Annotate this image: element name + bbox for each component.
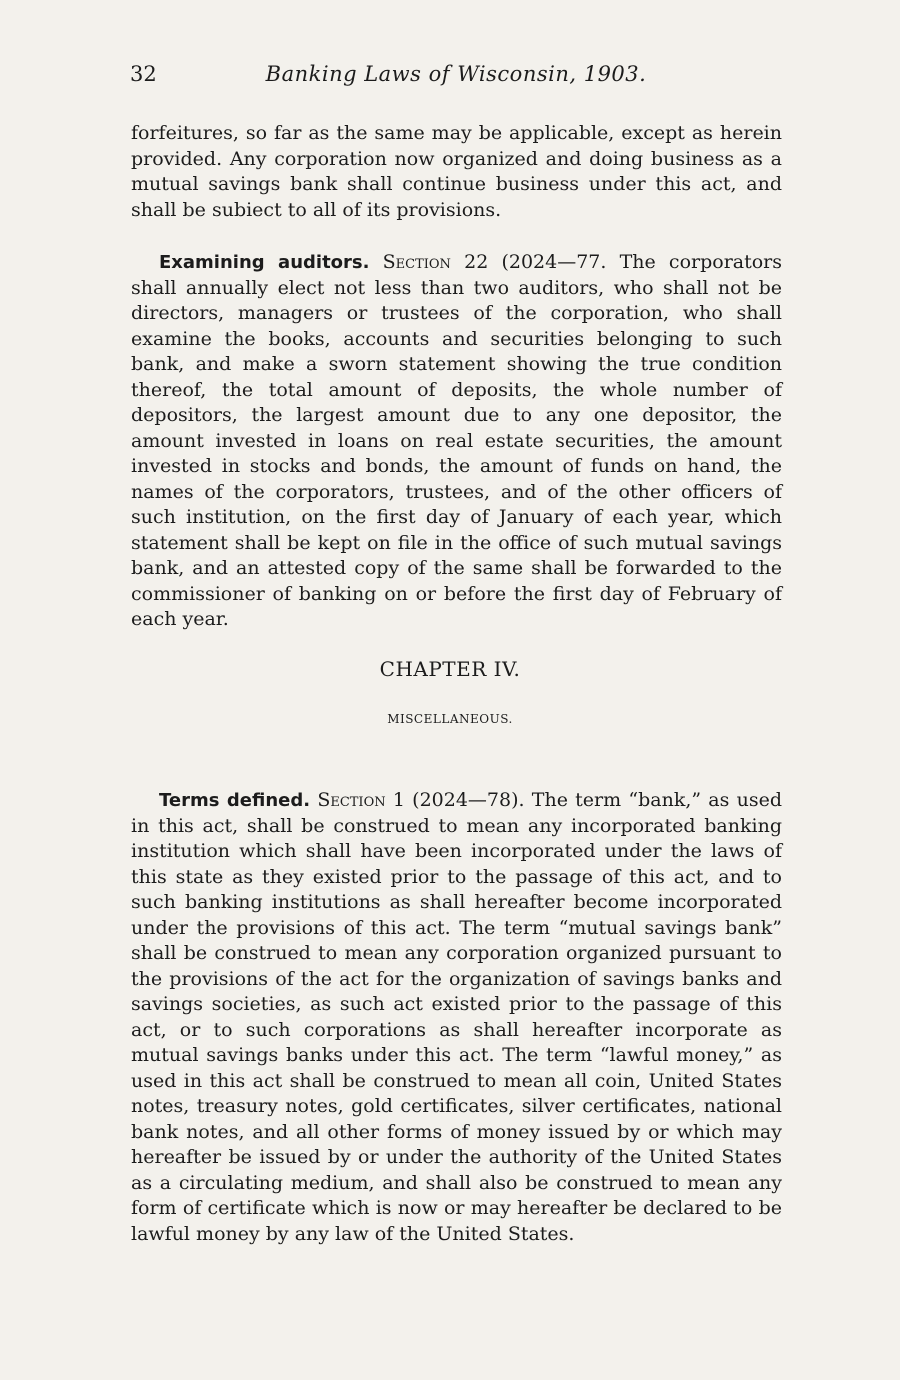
running-title: Banking Laws of Wisconsin, 1903. xyxy=(265,62,647,86)
chapter-subtitle: MISCELLANEOUS. xyxy=(387,712,513,726)
page-header xyxy=(130,62,782,94)
paragraph-text: forfeitures, so far as the same may be applicable, except as herein provided. Any corporation now organized and doing business as a mutual savings bank shall continue business under this act, and shall be subiect to all of its provisions. xyxy=(131,122,782,221)
section-reference: 22 (2024—77. xyxy=(464,251,607,273)
section-heading: Examining auditors. xyxy=(159,252,370,273)
section-text: The corporators shall annually elect not less than two auditors, who shall not be directors, managers or trustees of the corporation, who shall examine the books, accounts and securities belonging to such bank, and make a sworn statement showing the true condition thereof, the total amount of deposits, the whole number of depositors, the largest amount due to any one depositor, the amount invested in loans on real estate securities, the amount invested in stocks and bonds, the amount of funds on hand, the names of the corporators, trustees, and of the other officers of such institution, on the first day of January of each year, which statement shall be kept on file in the office of such mutual savings bank, and an attested copy of the same shall be forwarded to the commissioner of banking on or before the first day of February of each year. xyxy=(131,251,783,630)
page-number: 32 xyxy=(130,62,157,86)
section-heading: Terms defined. xyxy=(159,790,311,811)
section-label: Section xyxy=(317,789,386,811)
continuation-paragraph xyxy=(131,121,782,223)
section-text: The term “bank,” as used in this act, shall be construed to mean any incorporated banking institution which shall have been incorporated under the laws of this state as they existed prior to the passage of this act, and to such banking institutions as shall hereafter become incorporated under the provisions of this act. The term “mutual savings bank” shall be construed to mean any corporation organized pursuant to the provisions of the act for the organization of savings banks and savings societies, as such act existed prior to the passage of this act, or to such corporations as shall hereafter incorporate as mutual savings banks under this act. The term “lawful money,” as used in this act shall be construed to mean all coin, United States notes, treasury notes, gold certificates, silver certificates, national bank notes, and all other forms of money issued by or which may hereafter be issued by or under the authority of the United States as a circulating medium, and shall also be construed to mean any form of certificate which is now or may hereafter be declared to be lawful money by any law of the United States. xyxy=(131,789,783,1245)
section-22-paragraph xyxy=(131,250,782,633)
section-label: Section xyxy=(382,251,451,273)
section-reference: 1 (2024—78). xyxy=(392,789,525,811)
section-1-paragraph xyxy=(131,788,782,1247)
chapter-title: CHAPTER IV. xyxy=(379,657,521,681)
